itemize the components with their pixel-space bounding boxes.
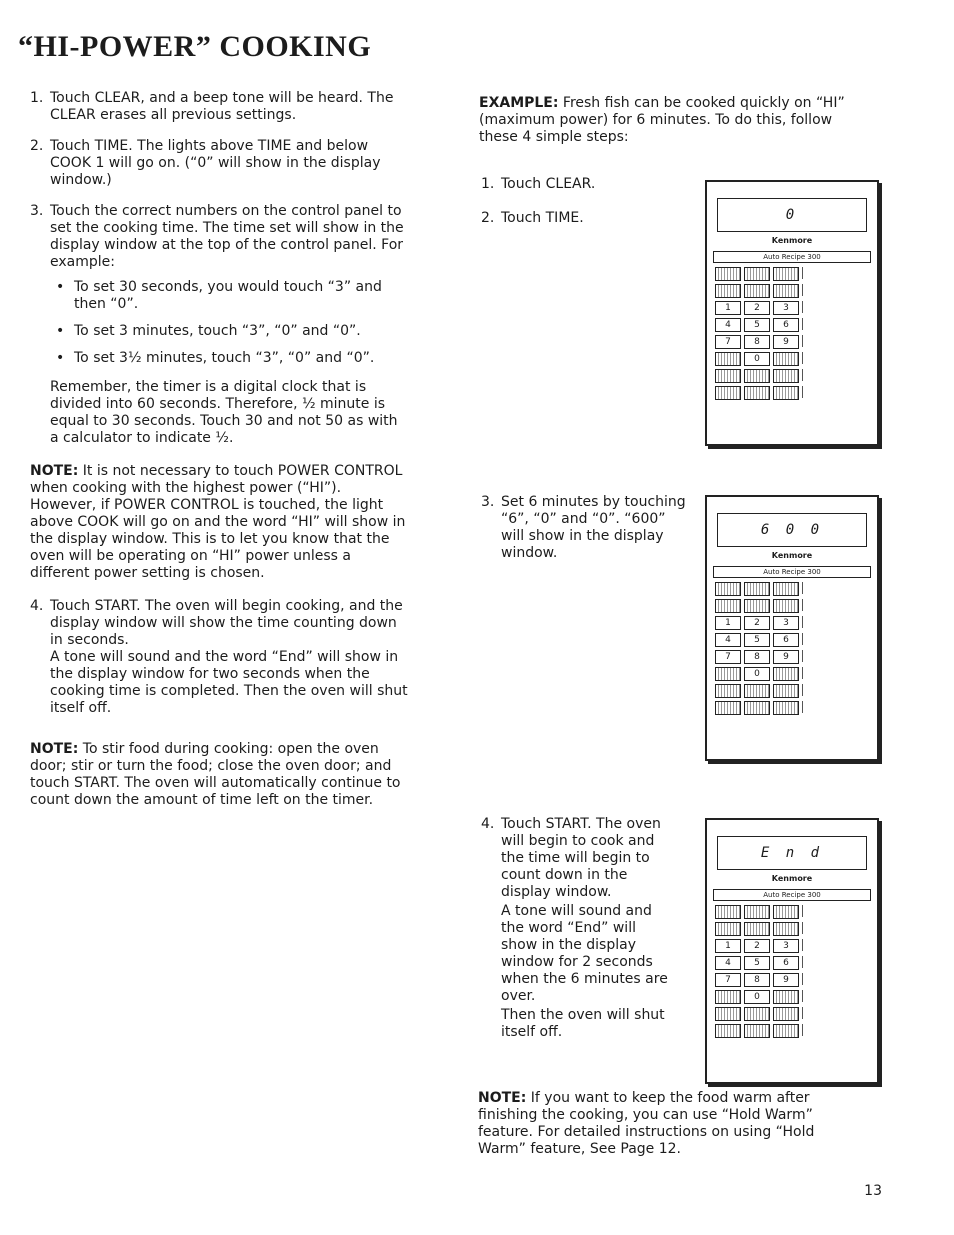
key-4: 4 [715, 318, 741, 332]
display-window: 6 0 0 [717, 513, 867, 547]
side-label [802, 284, 840, 296]
list-item: • To set 3 minutes, touch “3”, “0” and “0”. [56, 323, 410, 340]
control-panel-illustration-3 [705, 818, 879, 1084]
key-4: 4 [715, 956, 741, 970]
key-1: 1 [715, 939, 741, 953]
key [744, 369, 770, 383]
key-7: 7 [715, 335, 741, 349]
key-1: 1 [715, 616, 741, 630]
brand-logo: Kenmore [771, 874, 813, 883]
key-5: 5 [744, 318, 770, 332]
side-label [802, 684, 840, 696]
side-label [802, 905, 840, 917]
keypad [715, 267, 869, 400]
key [715, 701, 741, 715]
key-4: 4 [715, 633, 741, 647]
key [773, 1024, 799, 1038]
key-3: 3 [773, 301, 799, 315]
side-label [802, 1007, 840, 1019]
key [744, 684, 770, 698]
side-label [802, 267, 840, 279]
step-number: 3. [481, 494, 495, 510]
note-label: NOTE: [30, 463, 79, 479]
key [773, 582, 799, 596]
display-window: E n d [717, 836, 867, 870]
side-label [802, 667, 840, 679]
key-6: 6 [773, 633, 799, 647]
control-panel-illustration-2 [705, 495, 879, 761]
key-6: 6 [773, 956, 799, 970]
key [773, 369, 799, 383]
key [715, 352, 741, 366]
key [773, 1007, 799, 1021]
key [715, 1007, 741, 1021]
key [744, 905, 770, 919]
step-number: 3. [30, 203, 44, 219]
display-window: 0 [717, 198, 867, 232]
key [715, 667, 741, 681]
key [715, 922, 741, 936]
key-6: 6 [773, 318, 799, 332]
key [744, 599, 770, 613]
side-label [802, 1024, 840, 1036]
side-label [802, 922, 840, 934]
example-step-2 [481, 210, 701, 226]
step-text: Touch CLEAR. [501, 176, 596, 192]
key [715, 1024, 741, 1038]
key [715, 905, 741, 919]
key-9: 9 [773, 335, 799, 349]
brand-logo: Kenmore [771, 236, 813, 245]
key [715, 386, 741, 400]
list-item: • To set 3½ minutes, touch “3”, “0” and “0”. [56, 350, 410, 367]
side-label [802, 956, 840, 968]
left-column [30, 90, 410, 825]
side-label [802, 990, 840, 1002]
key [744, 267, 770, 281]
step-number: 4. [481, 816, 495, 832]
key [744, 922, 770, 936]
remember-paragraph: Remember, the timer is a digital clock that is divided into 60 seconds. Therefore, ½ minute is equal to 30 seconds. Touch 30 and not 50 as with a calculator to indicate ½. [50, 379, 398, 446]
side-label [802, 352, 840, 364]
step-text: Touch TIME. [501, 210, 584, 226]
page-number: 13 [864, 1183, 882, 1199]
side-label [802, 301, 840, 313]
example-label: EXAMPLE: [479, 95, 559, 111]
key [773, 667, 799, 681]
page-title: “HI-POWER” COOKING [18, 30, 372, 63]
key-5: 5 [744, 633, 770, 647]
example-step-3 [481, 494, 691, 562]
side-label [802, 939, 840, 951]
key [773, 990, 799, 1004]
list-item: • To set 30 seconds, you would touch “3” and then “0”. [56, 279, 410, 313]
key-2: 2 [744, 301, 770, 315]
key-3: 3 [773, 616, 799, 630]
key [715, 267, 741, 281]
key-2: 2 [744, 616, 770, 630]
side-label [802, 633, 840, 645]
recipe-label: Auto Recipe 300 [713, 566, 871, 578]
note-power-control [30, 463, 410, 582]
key [715, 582, 741, 596]
recipe-label: Auto Recipe 300 [713, 251, 871, 263]
key [715, 990, 741, 1004]
side-label [802, 650, 840, 662]
key [773, 267, 799, 281]
side-label [802, 973, 840, 985]
step-4a [481, 816, 671, 901]
step-4-continued: A tone will sound and the word “End” will show in the display window for two seconds when the cooking time is completed. Then the oven will shut itself off. [50, 649, 408, 716]
key-3: 3 [773, 939, 799, 953]
key [773, 922, 799, 936]
right-column [479, 95, 859, 162]
key [744, 582, 770, 596]
side-label [802, 369, 840, 381]
key-5: 5 [744, 956, 770, 970]
key [744, 1007, 770, 1021]
key [773, 386, 799, 400]
key-1: 1 [715, 301, 741, 315]
side-label [802, 386, 840, 398]
step-1 [30, 90, 410, 124]
step-text: Touch CLEAR, and a beep tone will be heard. The CLEAR erases all previous settings. [50, 90, 394, 123]
key-9: 9 [773, 973, 799, 987]
step-number: 4. [30, 598, 44, 614]
key [773, 352, 799, 366]
recipe-label: Auto Recipe 300 [713, 889, 871, 901]
note-label: NOTE: [478, 1090, 527, 1106]
example-list [56, 279, 410, 367]
note-text: To stir food during cooking: open the oven door; stir or turn the food; close the oven door; and touch START. The oven will automatically continue to count down the amount of time left on the timer. [30, 741, 401, 808]
key [773, 684, 799, 698]
side-label [802, 335, 840, 347]
key [715, 684, 741, 698]
step-text: A tone will sound and the word “End” will show in the display window for 2 seconds when the 6 minutes are over. [501, 903, 668, 1004]
side-label [802, 599, 840, 611]
key-8: 8 [744, 973, 770, 987]
key [715, 369, 741, 383]
key-8: 8 [744, 650, 770, 664]
note-text: It is not necessary to touch POWER CONTROL when cooking with the highest power (“HI”). However, if POWER CONTROL is touched, the light above COOK will go on and the word “HI” will show in the display window. This is to let you know that the oven will be operating on “HI” power unless a different power setting is chosen. [30, 463, 406, 581]
side-label [802, 582, 840, 594]
side-label [802, 616, 840, 628]
key-0: 0 [744, 667, 770, 681]
key-7: 7 [715, 973, 741, 987]
step-2 [30, 138, 410, 189]
step-number: 2. [481, 210, 495, 226]
note-label: NOTE: [30, 741, 79, 757]
example-text: Fresh fish can be cooked quickly on “HI” (maximum power) for 6 minutes. To do this, follow these 4 simple steps: [479, 95, 845, 145]
note-stir-food [30, 741, 410, 809]
key-8: 8 [744, 335, 770, 349]
keypad [715, 582, 869, 715]
key-2: 2 [744, 939, 770, 953]
key [744, 701, 770, 715]
side-label [802, 318, 840, 330]
step-text: Then the oven will shut itself off. [501, 1007, 665, 1040]
step-text: Touch the correct numbers on the control panel to set the cooking time. The time set will show in the display window at the top of the control panel. For example: [50, 203, 404, 270]
note-text: If you want to keep the food warm after finishing the cooking, you can use “Hold Warm” feature. For detailed instructions on using “Hold Warm” feature, See Page 12. [478, 1090, 815, 1157]
step-number: 1. [481, 176, 495, 192]
step-number: 1. [30, 90, 44, 106]
key-0: 0 [744, 352, 770, 366]
brand-logo: Kenmore [771, 551, 813, 560]
step-number: 2. [30, 138, 44, 154]
step-text: Touch START. The oven will begin to cook and the time will begin to count down in the display window. [501, 816, 661, 900]
key [773, 284, 799, 298]
keypad [715, 905, 869, 1038]
side-label [802, 701, 840, 713]
example-intro [479, 95, 859, 146]
key [744, 284, 770, 298]
step-3 [30, 203, 410, 271]
key [744, 1024, 770, 1038]
key-9: 9 [773, 650, 799, 664]
key [715, 284, 741, 298]
example-step-4 [481, 816, 671, 1041]
key [744, 386, 770, 400]
key-0: 0 [744, 990, 770, 1004]
step-text: Touch START. The oven will begin cooking, and the display window will show the time counting down in seconds. [50, 598, 403, 648]
key [715, 599, 741, 613]
key [773, 701, 799, 715]
key-7: 7 [715, 650, 741, 664]
note-hold-warm [478, 1090, 858, 1158]
step-4 [30, 598, 410, 649]
example-step-1 [481, 176, 701, 192]
key [773, 905, 799, 919]
key [773, 599, 799, 613]
control-panel-illustration-1 [705, 180, 879, 446]
step-text: Set 6 minutes by touching “6”, “0” and “0”. “600” will show in the display window. [501, 494, 686, 561]
step-text: Touch TIME. The lights above TIME and below COOK 1 will go on. (“0” will show in the display window.) [50, 138, 381, 188]
